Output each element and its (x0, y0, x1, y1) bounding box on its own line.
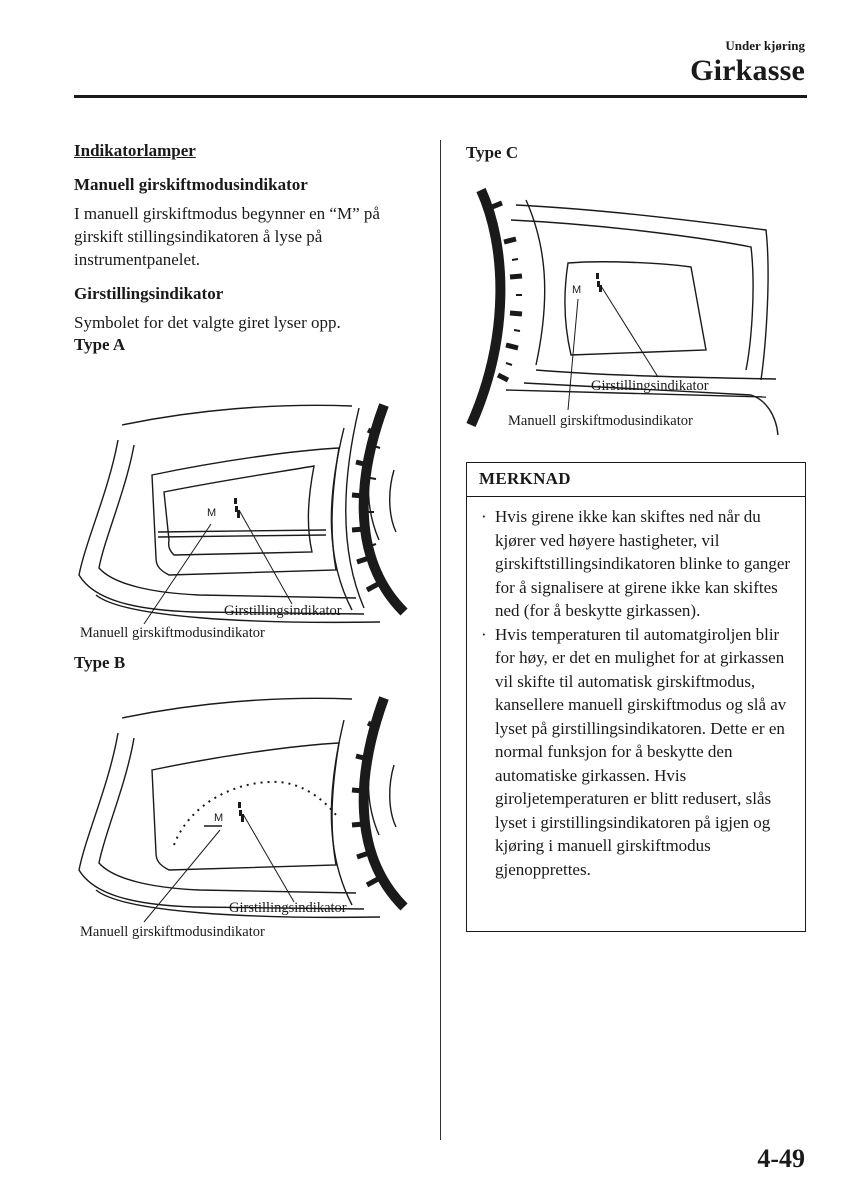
label-manual-indicator: Manuell girskiftmodusindikator (80, 924, 265, 940)
note-item-text: Hvis temperaturen til automatgiroljen blir for høy, er det en mulighet for at girkassen vil skifte til automatisk girskiftmodus, kansellere manuell girskiftmodus og slå av lyset på girstillingsindikatoren. Dette er en normal funksjon for å beskytte den automatiske girkassen. Hvis giroljetemperaturen er blitt redusert, slås lyset i girstillingsindikatoren på igjen og kjøring i manuell girskiftmodus gjenopprettes. (495, 624, 787, 879)
note-box (466, 462, 806, 932)
label-gear-indicator: Girstillingsindikator (591, 378, 709, 394)
heading-indicator-lamps: Indikatorlamper (74, 141, 196, 160)
figure-type-b (74, 690, 419, 945)
note-list (467, 497, 805, 881)
header-divider (74, 95, 807, 98)
note-item (479, 505, 795, 623)
note-item (479, 623, 795, 882)
type-c-label: Type C (466, 143, 519, 162)
label-manual-indicator: Manuell girskiftmodusindikator (508, 413, 693, 429)
m-symbol: M (572, 284, 582, 296)
paragraph-manual-mode: I manuell girskiftmodus begynner en “M” på girskift stillingsindikatoren å lyse på instrumentpanelet. (74, 204, 380, 269)
label-manual-indicator: Manuell girskiftmodusindikator (80, 625, 265, 641)
page-title: Girkasse (690, 54, 805, 87)
m-symbol: M (214, 812, 224, 824)
label-gear-indicator: Girstillingsindikator (229, 900, 347, 916)
figure-type-a (74, 400, 419, 645)
left-column (74, 140, 419, 356)
subheading-gear-indicator: Girstillingsindikator (74, 284, 224, 303)
note-title: MERKNAD (467, 463, 805, 497)
label-gear-indicator: Girstillingsindikator (224, 603, 342, 619)
m-symbol: M (207, 507, 217, 519)
note-item-text: Hvis girene ikke kan skiftes ned når du kjører ved høyere hastigheter, vil girskiftstillingsindikatoren blinke to ganger for å signalisere at girene ikke kan skiftes ned (for å beskytte girkassen). (495, 507, 791, 620)
paragraph-gear-indicator: Symbolet for det valgte giret lyser opp. (74, 313, 341, 332)
section-title: Under kjøring (725, 38, 805, 53)
subheading-manual-mode: Manuell girskiftmodusindikator (74, 175, 308, 194)
bullet: · (481, 507, 487, 526)
page-number: 4-49 (757, 1144, 805, 1173)
bullet: · (481, 624, 487, 644)
column-divider (440, 140, 441, 1140)
figure-type-c (466, 185, 811, 440)
type-b-label: Type B (74, 653, 126, 672)
type-a-label: Type A (74, 335, 126, 354)
